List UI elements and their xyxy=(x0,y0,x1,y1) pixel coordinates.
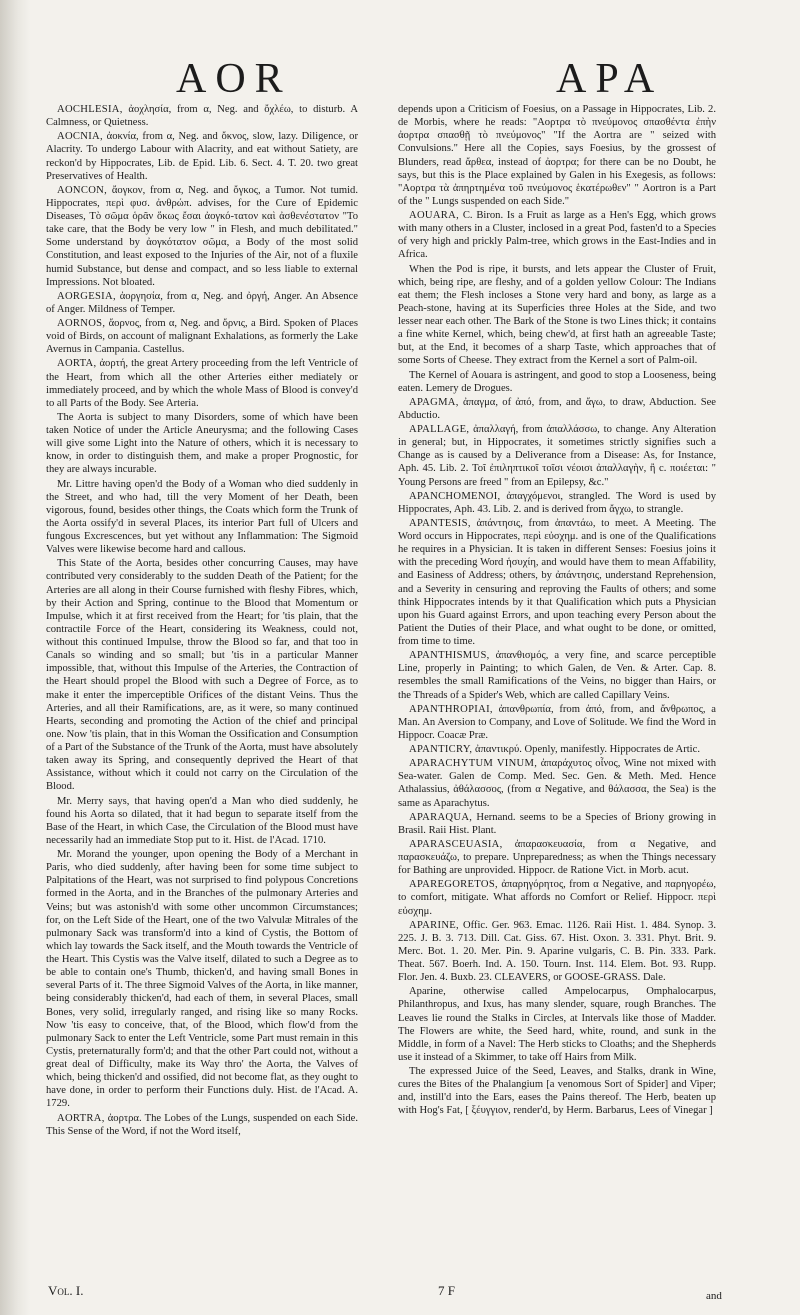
entry-paragraph xyxy=(398,103,716,208)
entry-paragraph xyxy=(46,411,358,477)
entry-text: ἄογκον, from α, Neg. and ὄγκος, a Tumor. Not tumid. Hippocrates, περὶ φυσ. ἀνθρώπ. advises, for the Cure of Epidemic Diseases, Τὸ σῶμα ὁρᾶν ὅκως ἔσαι ἀογκό-τατον καὶ ἀσθενέστατον "To take care, that the Body be very low " in Flesh, and much debilitated." Some understand by ἀογκότατον σῶμα, a Body of the most solid Constitution, and least exposed to the Injuries of the Air, not of a fluxile humid Substance, but dense and compact, and so less liable to external Impressions. Not bloated. xyxy=(46,184,358,288)
entry-headword: APARASCEUASIA, xyxy=(409,838,503,850)
entry-paragraph xyxy=(398,878,716,917)
entry-paragraph xyxy=(46,795,358,848)
entry-text: ἀπανθισμός, a very fine, and scarce perceptible Line, properly in Painting; to which Galen, de Ven. & Arter. Cap. 8. resembles the small Ramifications of the Veins, no bigger than Hairs, or the Threads of a Spider's Web, which are called Capillary Veins. xyxy=(398,650,716,701)
entry-paragraph xyxy=(398,649,716,702)
entry-headword: AORTA, xyxy=(57,358,97,370)
entry-text: Aparine, otherwise called Ampelocarpus, Omphalocarpus, Philanthropus, and Ixus, has many slender, square, rough Branches. The Leaves lie round the Stalks in Circles, at Intervals like those of Madder. The Flowers are white, the Seed hard, white, round, and sunk in the Middle, in form of a Navel: The Herb sticks to Cloaths; and the Shepherds use it instead of a Skimmer, to take off Hairs from Milk. xyxy=(398,986,716,1063)
entry-headword: APARAQUA, xyxy=(409,811,473,823)
catchword: and xyxy=(706,1290,722,1302)
entry-text: ἀορτρα. The Lobes of the Lungs, suspended on each Side. This Sense of the Word, if not the Word itself, xyxy=(46,1112,358,1137)
entry-paragraph xyxy=(46,557,358,793)
entry-headword: AOCHLESIA, xyxy=(57,104,123,115)
entry-paragraph xyxy=(398,490,716,516)
entry-text: ἀπαλλαγή, from ἀπαλλάσσω, to change. Any Alteration in general; but, in Hippocrates, it sometimes strictly signifies such a Change as is caused by a Deliverance from a Disease: As, for Instance, Aph. 45. Lib. 2. Τοῖ ἐπιληπτικοῖ τοῖσι νέοισι ἀπαλλαγὴν, ἢ c. ποιέεται: " Young Persons are freed " from an Epilepsy, &c." xyxy=(398,424,716,488)
entry-paragraph xyxy=(398,838,716,877)
entry-paragraph xyxy=(46,317,358,356)
entry-headword: APANTHROPIAI, xyxy=(409,703,493,715)
entry-text: ἀπάντησις, from ἀπαντάω, to meet. A Meeting. The Word occurs in Hippocrates, περὶ εὐσχημ. and is one of the Qualifications he requires in a Physician. It is taken in different Senses: Foesius joins it with the preceding Word ἡσυχίη, and would have them to mean Affability, and Easiness of Address; others, by ἀπάντησις, understand Reprehension, and a Severity in censuring and reproving the Faults of others; and some think Hippocrates intends by it that Qualification which puts a Physician upon his Guard against Errors, and upon teaching every Person about the Patient the Duties of their Place, and what ought to be done, or omitted, from time to time. xyxy=(398,517,716,647)
entry-headword: APALLAGE, xyxy=(409,424,470,435)
entry-text: ἀοχλησία, from α, Neg. and ὄχλέω, to disturb. A Calmness, or Quietness. xyxy=(46,104,358,129)
entry-headword: APARINE, xyxy=(409,919,459,931)
entry-text: C. Biron. Is a Fruit as large as a Hen's Egg, which grows with many others in a Cluster, inclosed in a great Pod, fasten'd to a Species of very high and prickly Palm-tree, which grows in the East-Indies and in Africa. xyxy=(398,210,716,261)
entry-paragraph xyxy=(398,396,716,422)
entry-paragraph xyxy=(398,209,716,262)
entry-headword: AORNOS, xyxy=(57,318,106,329)
entry-paragraph xyxy=(398,757,716,810)
entry-text: The Aorta is subject to many Disorders, some of which have been taken Notice of under the Article Aneurysma; and the following Cases will give some Light into the Nature of others, which it is necessary to know, in order to distinguish them, and make a proper Prognostic, for they are always incurable. xyxy=(46,411,358,476)
entry-paragraph xyxy=(46,357,358,410)
entry-text: ἀπαγχόμενοι, strangled. The Word is used by Hippocrates, Aph. 43. Lib. 2. and is derived from ἄγχω, to strangle. xyxy=(398,490,716,515)
entry-text: Mr. Merry says, that having open'd a Man who died suddenly, he found his Aorta so dilated, that it had begun to separate itself from the Base of the Heart, in which Case, the Circulation of the Blood must have necessarily had an immediate Stop put to it. Hist. de l'Acad. 1710. xyxy=(46,795,358,846)
entry-text: ἀπανθρωπία, from ἀπό, from, and ἄνθρωπος, a Man. An Aversion to Company, and Love of Solitude. We find the Word in Hippocr. Coacæ Præ. xyxy=(398,703,716,741)
entry-headword: AOUARA, xyxy=(409,210,460,221)
entry-text: Hernand. seems to be a Species of Briony growing in Brasil. Raii Hist. Plant. xyxy=(398,811,716,836)
signature-mark: 7 F xyxy=(438,1283,455,1298)
entry-paragraph xyxy=(398,369,716,395)
left-column xyxy=(46,103,358,1275)
entry-paragraph xyxy=(46,103,358,129)
page-spine-shadow xyxy=(0,0,30,1315)
entry-headword: APANCHOMENOI, xyxy=(409,490,501,502)
entry-text: depends upon a Criticism of Foesius, on a Passage in Hippocrates, Lib. 2. de Morbis, where he reads: "Αορτρα τὸ πνεύμονος σπασθέντα ἐπὴν ἀορτρα σπασθῇ τὸ πνεύμονος" "If the Aortra are " seized with Convulsions." Here all the Copies, says Foesius, by the grossest of Blunders, read ἄρθεα, instead of ἀορτρα; for there can be no Doubt, he says, but this is the Place explained by Galen in his Exegesis, as follows: "Αορτρα τὰ ἀπηρτημένα τοῦ πνεύμονος ἑκατέρωθεν" " Aortron is a Part of the " Lungs suspended on each Side." xyxy=(398,104,716,207)
entry-paragraph xyxy=(398,517,716,648)
entry-paragraph xyxy=(398,919,716,985)
volume-mark: Vol. I. xyxy=(48,1283,84,1298)
entry-paragraph xyxy=(46,848,358,1111)
entry-headword: APAREGORETOS, xyxy=(409,879,498,891)
entry-headword: AOCNIA, xyxy=(57,131,103,143)
entry-headword: AORGESIA, xyxy=(57,290,116,302)
entry-text: ἀπαντικρύ. Openly, manifestly. Hippocrates de Artic. xyxy=(475,744,700,755)
entry-headword: AORTRA, xyxy=(57,1112,105,1124)
entry-paragraph xyxy=(46,130,358,183)
entry-text: The expressed Juice of the Seed, Leaves, and Stalks, drank in Wine, cures the Bites of the Phalangium [a venomous Sort of Spider] and Viper; and, instill'd into the Ears, eases the Pains thereof. The Herb, beaten up with Hog's Fat, [ ξέυγγιον, render'd, by Herm. Barbarus, Lees of Vinegar ] xyxy=(398,1066,716,1117)
entry-text: ἀπαγμα, of ἀπό, from, and ἄγω, to draw, Abduction. See Abductio. xyxy=(398,396,716,421)
right-column xyxy=(398,103,716,1275)
entry-text: ἀορτή, the great Artery proceeding from the left Ventricle of the Heart, from which all the other Arteries either mediately or immediately proceed, and by which the whole Mass of Blood is convey'd to all Parts of the Body. See Arteria. xyxy=(46,358,358,409)
entry-headword: APANTHISMUS, xyxy=(409,650,490,662)
entry-paragraph xyxy=(398,263,716,368)
entry-headword: APANTESIS, xyxy=(409,517,471,529)
entry-text: This State of the Aorta, besides other concurring Causes, may have contributed very considerably to the sudden Death of the Patient; for the Arteries are all along in their Course furnished with fleshy Fibres, which, by their Action and Spring, continue to the Blood that Momentum or Impulse, which it at first received from the Heart; for 'tis plain, that the contractile Force of the Heart, considering its Weakness, could not, without this continued Impulse, throw the Blood so far, and that too in Canals so winding and so small; but 'tis in a particular Manner impossible, that, without this Impulse of the Arteries, the Contraction of the Heart should propel the Blood with such a Degree of Force, as to make it enter the imperceptible Orifices of the distant Veins. Thus the Arteries, and all their Ramifications, are, as it were, so many continued Hearts, seconding and promoting the Action of the chief and principal one. Now 'tis plain, that in this Woman the Ossification and Consumption of a Part of the Substance of the Trunk of the Aorta, must have absolutely taken away its Spring, and consequently deprived the Heart of that Assistance, without which it could not carry on the Circulation of the Blood. xyxy=(46,558,358,793)
entry-headword: APAGMA, xyxy=(409,396,459,408)
entry-text: ἀπαράχυτος οἶνος, Wine not mixed with Sea-water. Galen de Comp. Med. Sec. Gen. & Meth. Med. Hence Athalassius, ἀθάλασσος, (from α Negative, and θάλασσα, the Sea) is the same as Aparachytus. xyxy=(398,758,716,809)
entry-paragraph xyxy=(46,184,358,289)
entry-text: The Kernel of Aouara is astringent, and good to stop a Looseness, being eaten. Lemery de Drogues. xyxy=(398,369,716,394)
entry-paragraph xyxy=(398,1065,716,1118)
entry-text: ἀπαρηγόρητος, from α Negative, and παρηγορέω, to comfort, mitigate. What affords no Comfort or Relief. Hippocr. περὶ εὐσχημ. xyxy=(398,879,716,917)
entry-text: ἄορνος, from α, Neg. and ὄρνις, a Bird. Spoken of Places void of Birds, on account of malignant Exhalations, as formerly the Lake Avernus in Campania. Castellus. xyxy=(46,318,358,356)
entry-headword: APANTICRY, xyxy=(409,744,473,755)
entry-headword: AONCON, xyxy=(57,184,108,196)
entry-paragraph xyxy=(398,703,716,742)
entry-text: ἀπαρασκευασία, from α Negative, and παρασκευάζω, to prepare. Unpreparedness; as when the Things necessary for Bathing are unprovided. Hippocr. de Ratione Vict. in Morb. acut. xyxy=(398,838,716,877)
entry-text: Mr. Littre having open'd the Body of a Woman who died suddenly in the Street, and who had, till the very Moment of her Death, been vigorous, found, besides other things, the Coats which form the Trunk of the Aorta ossify'd in several Places, its interior Part full of Ulcers and fungous Excrescences, but yet without any Inflammation: The Sigmoid Valves were likewise become hard and callous. xyxy=(46,478,358,556)
entry-paragraph xyxy=(398,985,716,1064)
entry-text: ἀοργησία, from α, Neg. and ὀργή, Anger. An Absence of Anger. Mildness of Temper. xyxy=(46,290,358,315)
entry-headword: APARACHYTUM VINUM, xyxy=(409,758,538,770)
running-head-right: APA xyxy=(556,56,664,102)
entry-paragraph xyxy=(46,478,358,557)
entry-text: Mr. Morand the younger, upon opening the Body of a Merchant in Paris, who died suddenly, after having been for some time subject to Palpitations of the Heart, was not surprised to find polypous Concretions formed in the Aorta, and in the Branches of the pulmonary Arteries and Veins; but was astonish'd with some other uncommon Circumstances; for, on the Left Side of the Heart, one of the two Valvulæ Mitrales of the pulmonary Sack was transform'd into a kind of Cystis, the Bottom of which lay towards the Sack itself, and the Mouth towards the Ventricle of the Heart. This Cystis was the Valve itself, dilated to such a Degree as to be able to contain one's Thumb, thicken'd, and having small Bones in several Parts of it. The three Sigmoid Valves of the Aorta, in like manner, being considerably thicken'd, had each of them, in several Places, small Bones, very solid, irregularly ranged, and rising like so many Rocks. Now 'tis easy to conceive, that, of the Blood, which flow'd from the pulmonary Sack to enter the Left Ventricle, some Part must remain in this Cystis, preternaturally form'd; and that the other Part could not, without a great deal of Difficulty, make its Way thro' the Aorta, the Valves of which, being thicken'd and ossified, did not become flat, as they ought to have done, in order to perform their Functions duly. Hist. de l'Acad. A. 1729. xyxy=(46,849,358,1110)
entry-text: When the Pod is ripe, it bursts, and lets appear the Cluster of Fruit, which, being ripe, are fleshy, and of a golden yellow Colour: The Indians eat them; the Flesh incloses a Stone very hard and bony, as large as a Peach-stone, having at its Superficies three Holes at the Side, and two lesser near each other. The Bark of the Stone is two Lines thick; it contains a fine white Kernel, which, being chew'd, at first hath an agreeable Taste; but, at the End, it becomes of a sharp Taste, which approaches that of some Sorts of Cheese. They extract from the Kernel a sort of Palm-oil. xyxy=(398,263,716,367)
entry-paragraph xyxy=(398,743,716,756)
entry-text: Offic. Ger. 963. Emac. 1126. Raii Hist. 1. 484. Synop. 3. 225. J. B. 3. 713. Dill. Cat. Giss. 67. Hist. Oxon. 3. 331. Phyt. Brit. 9. Merc. Bot. 1. 20. Mer. Pin. 9. Aparine vulgaris, C. B. Pin. 333. Park. Theat. 567. Boerh. Ind. A. 150. Tourn. Inst. 114. Elem. Bot. 93. Rupp. Flor. Jen. 4. Buxb. 23. CLEAVERS, or GOOSE-GRASS. Dale. xyxy=(398,919,716,984)
entry-text: ἀοκνία, from α, Neg. and ὄκνος, slow, lazy. Diligence, or Alacrity. To undergo Labour with Alacrity, and eat without Satiety, are reckon'd by Hippocrates, Lib. de Epid. Lib. 6. Sect. 4. T. 20. two great Preservatives of Health. xyxy=(46,131,358,182)
entry-paragraph xyxy=(46,290,358,316)
entry-paragraph xyxy=(46,1112,358,1138)
entry-paragraph xyxy=(398,811,716,837)
entry-paragraph xyxy=(398,423,716,489)
running-head-left: AOR xyxy=(176,56,292,102)
